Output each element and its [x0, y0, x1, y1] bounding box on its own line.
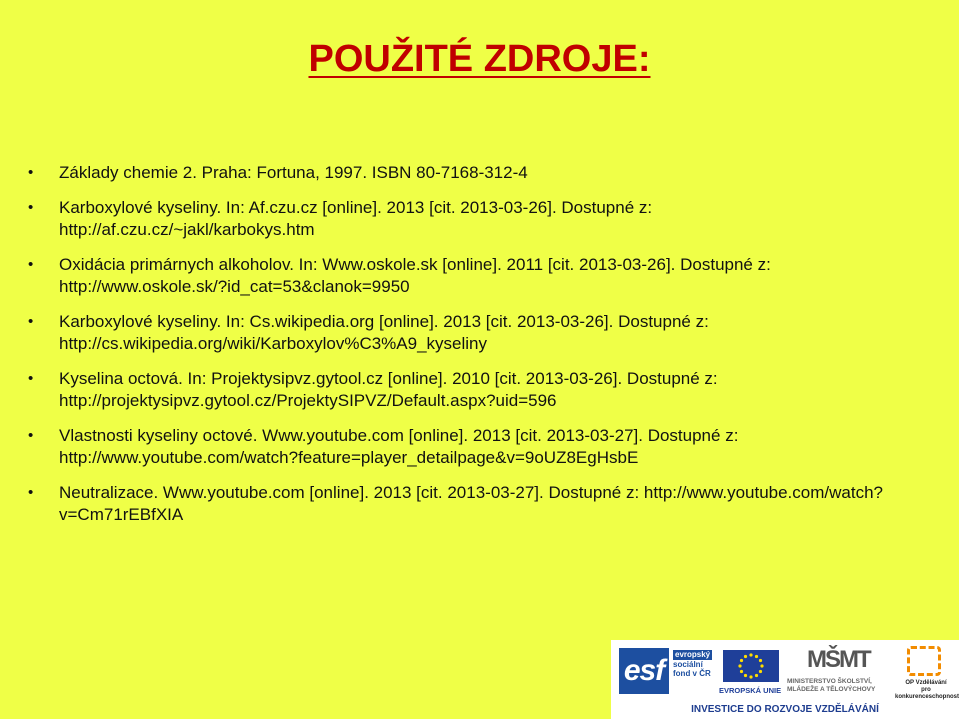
eu-label: EVROPSKÁ UNIE: [719, 686, 782, 695]
list-item: [28, 311, 938, 355]
bullet: •: [28, 313, 34, 330]
msmt-mark: MŠMT: [807, 646, 870, 673]
source-text: Kyselina octová. In: Projektysipvz.gytool.cz [online]. 2010 [cit. 2013-03-26]. Dostupné z: http://projektysipvz.gytool.cz/ProjektySIPVZ/Default.aspx?uid=596: [59, 369, 718, 410]
source-list: [28, 162, 938, 539]
esf-line-1: evropský: [675, 650, 711, 659]
op-mark-icon: [907, 646, 941, 676]
bullet: •: [28, 164, 34, 181]
investment-slogan: INVESTICE DO ROZVOJE VZDĚLÁVÁNÍ: [691, 704, 879, 715]
eu-stars-icon: [723, 650, 779, 682]
page-title: POUŽITÉ ZDROJE:: [308, 38, 651, 80]
bullet: •: [28, 256, 34, 273]
source-text: Základy chemie 2. Praha: Fortuna, 1997. ISBN 80-7168-312-4: [59, 163, 528, 182]
esf-mark: esf: [619, 648, 669, 694]
list-item: [28, 197, 938, 241]
list-item: [28, 482, 938, 526]
bullet: •: [28, 199, 34, 216]
source-text: Karboxylové kyseliny. In: Af.czu.cz [online]. 2013 [cit. 2013-03-26]. Dostupné z: http://af.czu.cz/~jakl/karbokys.htm: [59, 198, 653, 239]
list-item: [28, 425, 938, 469]
source-text: Karboxylové kyseliny. In: Cs.wikipedia.org [online]. 2013 [cit. 2013-03-26]. Dostupné z: http://cs.wikipedia.org/wiki/Karboxylov%C3%A9_kyseliny: [59, 312, 709, 353]
bullet: •: [28, 370, 34, 387]
op-logo: [895, 646, 959, 700]
source-text: Neutralizace. Www.youtube.com [online]. 2013 [cit. 2013-03-27]. Dostupné z: http://www.youtube.com/watch? v=Cm71rEBfXIA: [59, 483, 883, 524]
op-label: OP Vzdělávání pro konkurenceschopnost: [895, 680, 959, 700]
funding-logos: [611, 640, 959, 719]
msmt-logo: [787, 646, 877, 694]
esf-text: [673, 650, 712, 679]
list-item: [28, 368, 938, 412]
eu-flag-icon: [723, 650, 779, 682]
list-item: [28, 254, 938, 298]
esf-logo: [619, 648, 719, 694]
source-text: Vlastnosti kyseliny octové. Www.youtube.com [online]. 2013 [cit. 2013-03-27]. Dostupné z: http://www.youtube.com/watch?feature=player_detailpage&v=9oUZ8EgHsbE: [59, 426, 739, 467]
source-text: Oxidácia primárnych alkoholov. In: Www.oskole.sk [online]. 2011 [cit. 2013-03-26]. Dostupné z: http://www.oskole.sk/?id_cat=53&clanok=9950: [59, 255, 771, 296]
msmt-label: MINISTERSTVO ŠKOLSTVÍ, MLÁDEŽE A TĚLOVÝCHOVY: [787, 678, 876, 693]
bullet: •: [28, 484, 34, 501]
esf-line-3: fond v ČR: [673, 669, 711, 678]
bullet: •: [28, 427, 34, 444]
list-item: [28, 162, 938, 184]
esf-line-2: sociální: [673, 659, 703, 669]
